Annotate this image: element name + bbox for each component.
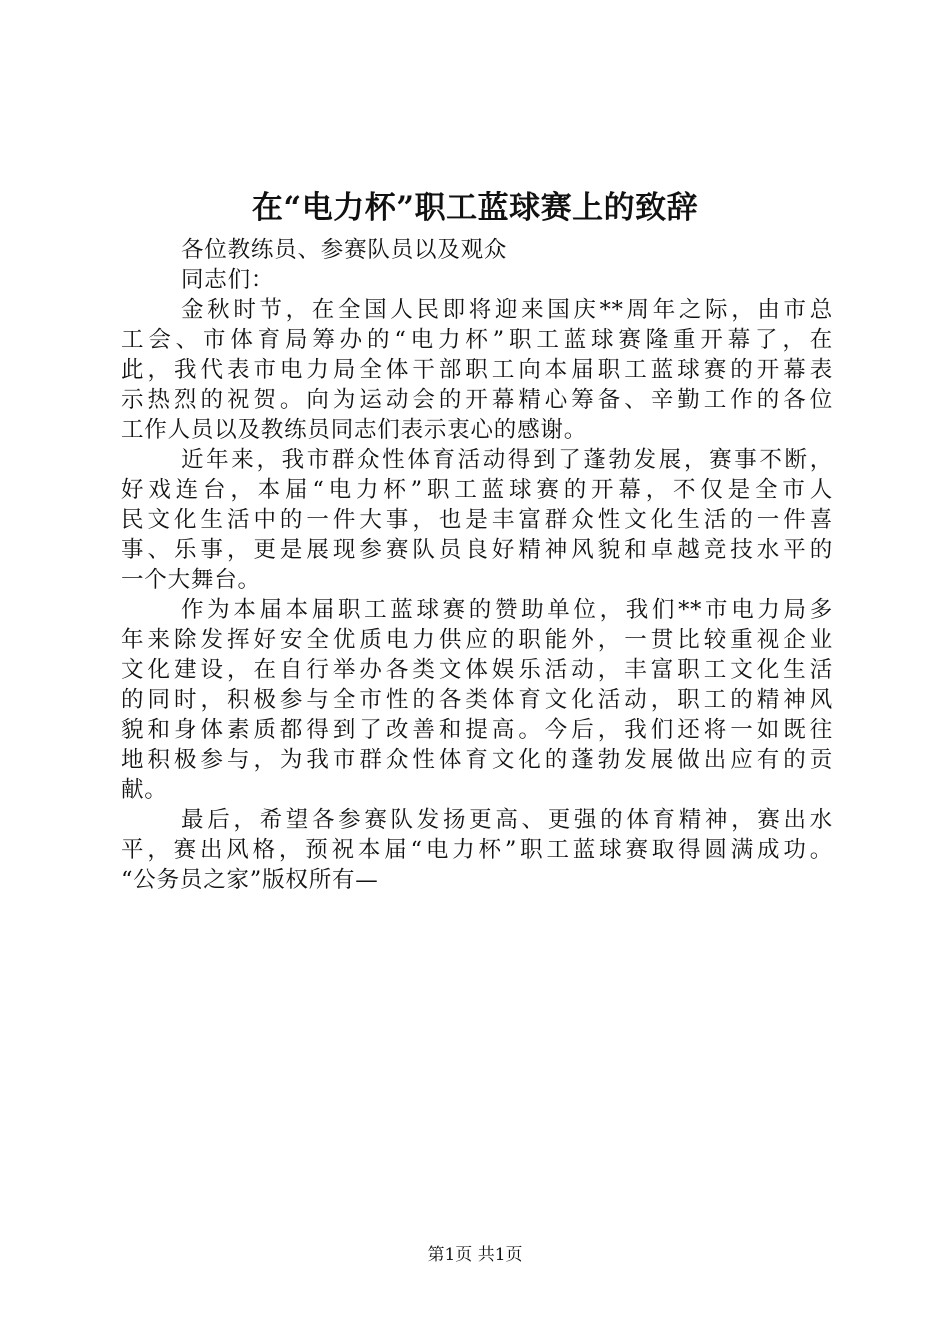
salutation-line: 同志们： <box>181 267 275 293</box>
paragraph-line: 工会、市体育局筹办的“电力杯”职工蓝球赛隆重开幕了，在 <box>121 327 833 353</box>
paragraph-line: 地积极参与，为我市群众性体育文化的蓬勃发展做出应有的贡 <box>121 747 833 773</box>
paragraph-line: 平，赛出风格，预祝本届“电力杯”职工蓝球赛取得圆满成功。 <box>121 837 833 863</box>
paragraph-line: 示热烈的祝贺。向为运动会的开幕精心筹备、辛勤工作的各位 <box>121 387 833 413</box>
paragraph-line: 献。 <box>121 777 168 803</box>
salutation-line: 各位教练员、参赛队员以及观众 <box>181 237 508 263</box>
paragraph-line: 年来除发挥好安全优质电力供应的职能外，一贯比较重视企业 <box>121 627 833 653</box>
paragraph-line: 作为本届本届职工蓝球赛的赞助单位，我们**市电力局多 <box>181 597 833 623</box>
paragraph-line: 金秋时节，在全国人民即将迎来国庆**周年之际，由市总 <box>181 297 833 323</box>
paragraph-line: 一个大舞台。 <box>121 567 261 593</box>
paragraph-line: 工作人员以及教练员同志们表示衷心的感谢。 <box>121 417 588 443</box>
paragraph-line: 事、乐事，更是展现参赛队员良好精神风貌和卓越竞技水平的 <box>121 537 833 563</box>
page-number: 第1页 共1页 <box>427 1245 523 1265</box>
paragraph-line: 近年来，我市群众性体育活动得到了蓬勃发展，赛事不断， <box>181 447 833 473</box>
document-body <box>121 235 833 895</box>
paragraph-line: 民文化生活中的一件大事，也是丰富群众性文化生活的一件喜 <box>121 507 833 533</box>
paragraph-line: 最后，希望各参赛队发扬更高、更强的体育精神，赛出水 <box>181 807 833 833</box>
document-title: 在“电力杯”职工蓝球赛上的致辞 <box>251 190 699 226</box>
paragraph-line: 的同时，积极参与全市性的各类体育文化活动，职工的精神风 <box>121 687 833 713</box>
paragraph-line: 貌和身体素质都得到了改善和提高。今后，我们还将一如既往 <box>121 717 833 743</box>
paragraph-line: 文化建设，在自行举办各类文体娱乐活动，丰富职工文化生活 <box>121 657 833 683</box>
copyright-line: “公务员之家”版权所有— <box>121 867 379 893</box>
paragraph-line: 好戏连台，本届“电力杯”职工蓝球赛的开幕，不仅是全市人 <box>121 477 833 503</box>
paragraph-line: 此，我代表市电力局全体干部职工向本届职工蓝球赛的开幕表 <box>121 357 833 383</box>
